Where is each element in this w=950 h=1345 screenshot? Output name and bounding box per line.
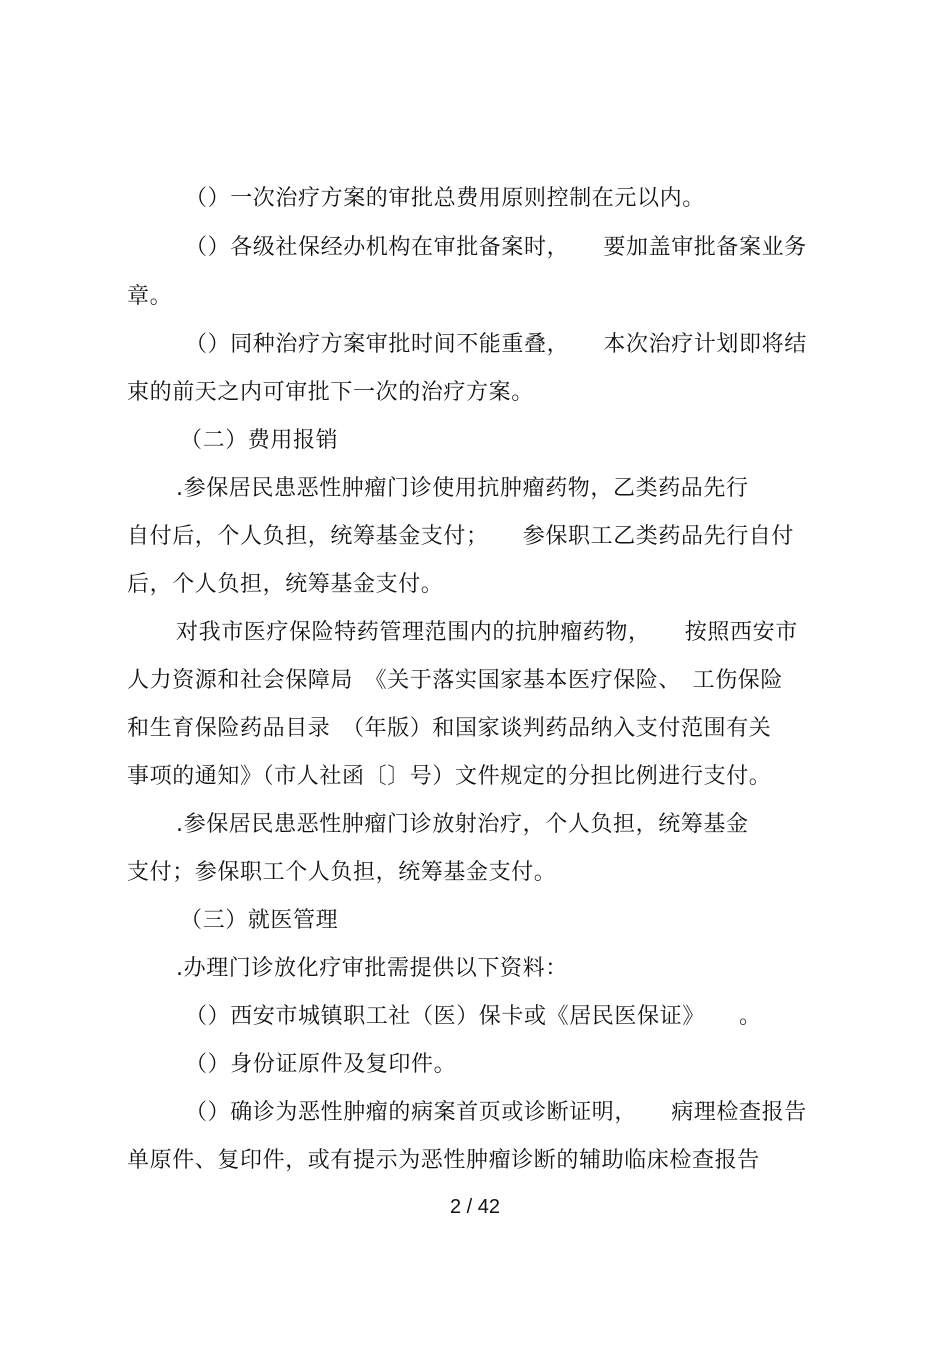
text-line: 单原件、复印件，或有提示为恶性肿瘤诊断的辅助临床检查报告 bbox=[127, 1148, 760, 1173]
text-line: 和生育保险药品目录 （年版）和国家谈判药品纳入支付范围有关 bbox=[127, 716, 772, 741]
text-line: .参保居民患恶性肿瘤门诊放射治疗，个人负担，统筹基金 bbox=[176, 812, 749, 837]
text-line: .参保居民患恶性肿瘤门诊使用抗肿瘤药物，乙类药品先行 bbox=[176, 476, 749, 501]
page-number: 2 / 42 bbox=[449, 1196, 501, 1218]
text-line: 人力资源和社会保障局 《关于落实国家基本医疗保险、 工伤保险 bbox=[127, 668, 784, 693]
text-line: 后，个人负担，统筹基金支付。 bbox=[127, 572, 444, 597]
text-line: （）确诊为恶性肿瘤的病案首页或诊断证明， 病理检查报告 bbox=[185, 1100, 807, 1125]
section-heading: （三）就医管理 bbox=[180, 908, 339, 933]
text-line: 事项的通知》（市人社函〔〕号）文件规定的分担比例进行支付。 bbox=[127, 764, 772, 789]
text-line: （）一次治疗方案的审批总费用原则控制在元以内。 bbox=[185, 186, 705, 211]
text-line: 支付；参保职工个人负担，统筹基金支付。 bbox=[127, 860, 557, 885]
text-line: 束的前天之内可审批下一次的治疗方案。 bbox=[127, 380, 534, 405]
text-line: 自付后，个人负担，统筹基金支付； 参保职工乙类药品先行自付 bbox=[127, 524, 795, 549]
text-line: （）同种治疗方案审批时间不能重叠， 本次治疗计划即将结 bbox=[185, 332, 807, 357]
text-line: （）身份证原件及复印件。 bbox=[185, 1052, 457, 1077]
text-line: （）西安市城镇职工社（医）保卡或《居民医保证》 。 bbox=[185, 1004, 762, 1029]
text-line: 章。 bbox=[127, 284, 173, 309]
section-heading: （二）费用报销 bbox=[180, 428, 339, 453]
text-line: （）各级社保经办机构在审批备案时， 要加盖审批备案业务 bbox=[185, 235, 807, 260]
text-line: 对我市医疗保险特药管理范围内的抗肿瘤药物， 按照西安市 bbox=[176, 620, 798, 645]
text-line: .办理门诊放化疗审批需提供以下资料： bbox=[176, 956, 568, 981]
